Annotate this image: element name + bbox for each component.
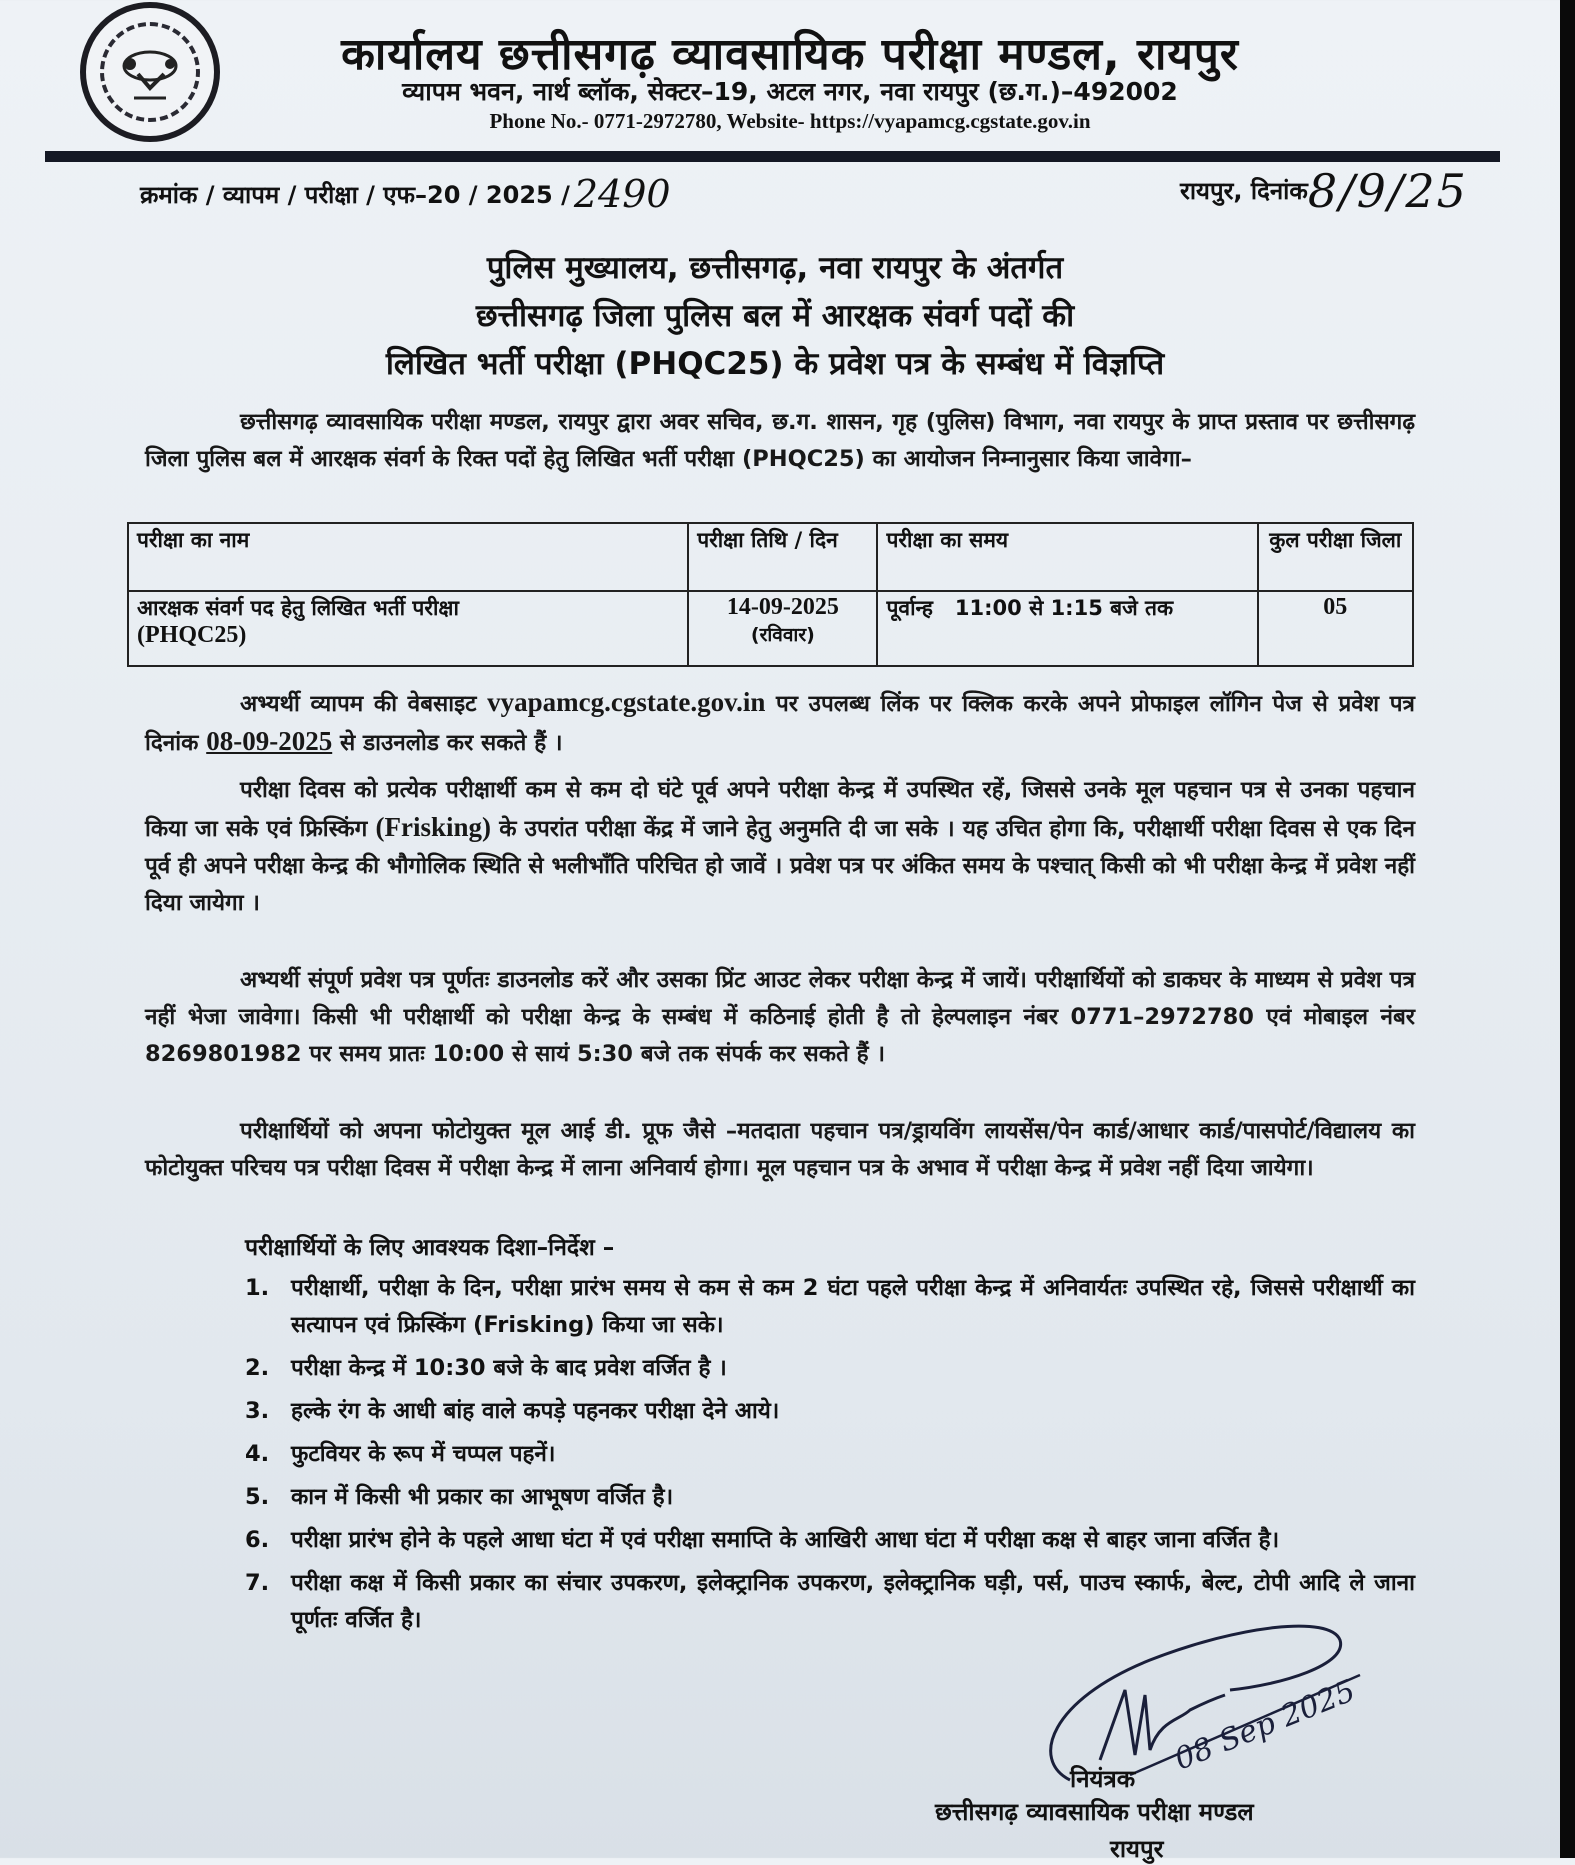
intro-paragraph: छत्तीसगढ़ व्यावसायिक परीक्षा मण्डल, रायपुर द्वारा अवर सचिव, छ.ग. शासन, गृह (पुलिस) विभाग, नवा रायपुर के प्राप्त प्रस्ताव पर छत्तीसगढ़ जिला पुलिस बल में आरक्षक संवर्ग के रिक्त पदों हेतु लिखित भर्ती परीक्षा (PHQC25) का आयोजन निम्नानुसार किया जावेगा– bbox=[145, 409, 1415, 472]
signatory-designation: नियंत्रक bbox=[1070, 1765, 1136, 1793]
guideline-text: कान में किसी भी प्रकार का आभूषण वर्जित है। bbox=[291, 1484, 674, 1510]
handwritten-date: 8/9/25 bbox=[1307, 164, 1468, 218]
place-date-label: रायपुर, दिनांक bbox=[1180, 177, 1308, 205]
p2-text-b: के उपरांत परीक्षा केंद्र में जाने हेतु अनुमति दी जा सके । यह उचित होगा कि, परीक्षार्थी परीक्षा दिवस से एक दिन पूर्व ही अपने परीक्षा केन्द्र की भौगोलिक स्थिति से भलीभाँति परिचित हो जावें । प्रवेश पत्र पर अंकित समय के पश्चात् किसी को भी परीक्षा केन्द्र में प्रवेश नहीं दिया जायेगा । bbox=[145, 816, 1415, 916]
p1-text-c: से डाउनलोड कर सकते हैं । bbox=[340, 730, 563, 756]
reference-prefix: क्रमांक / व्यापम / परीक्षा / एफ–20 / 2025 / bbox=[140, 181, 570, 209]
office-contact: Phone No.- 0771-2972780, Website- https://vyapamcg.cgstate.gov.in bbox=[489, 109, 1091, 133]
guidelines-title: परीक्षार्थियों के लिए आवश्यक दिशा–निर्देश – bbox=[245, 1235, 615, 1261]
guideline-number: 2. bbox=[245, 1355, 270, 1381]
guideline-number: 7. bbox=[245, 1570, 270, 1596]
website-link[interactable]: vyapamcg.cgstate.gov.in bbox=[487, 687, 766, 717]
exam-time-label: पूर्वान्ह bbox=[886, 596, 933, 620]
admit-card-date: 08-09-2025 bbox=[206, 726, 333, 756]
guideline-number: 3. bbox=[245, 1398, 270, 1424]
guideline-text: फुटवियर के रूप में चप्पल पहनें। bbox=[291, 1441, 556, 1467]
guideline-item bbox=[245, 1436, 1415, 1473]
signatory-city: रायपुर bbox=[1110, 1835, 1164, 1863]
office-title: कार्यालय छत्तीसगढ़ व्यावसायिक परीक्षा मण्डल, रायपुर bbox=[341, 29, 1239, 80]
p2-text-a: परीक्षा दिवस को प्रत्येक परीक्षार्थी कम से कम दो घंटे पूर्व अपने परीक्षा केन्द्र में उपस्थित रहें, जिससे उनके मूल पहचान पत्र से उनका पहचान किया जा सके एवं फ्रिस्किंग bbox=[145, 777, 1415, 842]
guidelines-list bbox=[245, 1270, 1415, 1645]
header-exam-time: परीक्षा का समय bbox=[877, 523, 1257, 591]
guideline-number: 5. bbox=[245, 1484, 270, 1510]
admit-card-download-paragraph bbox=[145, 684, 1415, 762]
photo-edge-shadow bbox=[1560, 0, 1575, 1858]
cell-exam-districts bbox=[1258, 591, 1413, 666]
signature-date: 08 Sep 2025 bbox=[1169, 1673, 1361, 1778]
office-address: व्यापम भवन, नार्थ ब्लॉक, सेक्टर–19, अटल नगर, नवा रायपुर (छ.ग.)–492002 bbox=[402, 77, 1178, 106]
guideline-text: हल्के रंग के आधी बांह वाले कपड़े पहनकर परीक्षा देने आये। bbox=[291, 1398, 780, 1424]
table-row bbox=[128, 591, 1413, 666]
vyapam-seal-icon bbox=[80, 2, 220, 142]
place-date bbox=[1180, 164, 1468, 218]
exam-name: आरक्षक संवर्ग पद हेतु लिखित भर्ती परीक्षा bbox=[137, 596, 459, 620]
guideline-number: 6. bbox=[245, 1527, 270, 1553]
notice-heading-line-1: पुलिस मुख्यालय, छत्तीसगढ़, नवा रायपुर के अंतर्गत bbox=[486, 250, 1064, 286]
notice-heading-line-3: लिखित भर्ती परीक्षा (PHQC25) के प्रवेश पत्र के सम्बंध में विज्ञप्ति bbox=[385, 346, 1165, 382]
header-exam-districts: कुल परीक्षा जिला bbox=[1258, 523, 1413, 591]
helpline-paragraph: अभ्यर्थी संपूर्ण प्रवेश पत्र पूर्णतः डाउनलोड करें और उसका प्रिंट आउट लेकर परीक्षा केन्द्र में जायें। परीक्षार्थियों को डाकघर के माध्यम से प्रवेश पत्र नहीं भेजा जावेगा। किसी भी परीक्षार्थी को परीक्षा केन्द्र के सम्बंध में कठिनाई होती है तो हेल्पलाइन नंबर 0771–2972780 एवं मोबाइल नंबर 8269801982 पर समय प्रातः 10:00 से सायं 5:30 बजे तक संपर्क कर सकते हैं । bbox=[145, 967, 1415, 1067]
header-exam-name: परीक्षा का नाम bbox=[128, 523, 688, 591]
guideline-item bbox=[245, 1270, 1415, 1344]
guideline-item bbox=[245, 1479, 1415, 1516]
guideline-number: 4. bbox=[245, 1441, 270, 1467]
notice-heading-line-2: छत्तीसगढ़ जिला पुलिस बल में आरक्षक संवर्ग पदों की bbox=[475, 298, 1075, 334]
reference-number bbox=[140, 172, 671, 216]
exam-schedule-table bbox=[127, 522, 1414, 667]
guideline-item bbox=[245, 1350, 1415, 1387]
header-exam-date: परीक्षा तिथि / दिन bbox=[688, 523, 877, 591]
exam-date: 14-09-2025 bbox=[726, 594, 839, 620]
exam-time: 11:00 से 1:15 बजे तक bbox=[954, 596, 1174, 620]
guideline-item bbox=[245, 1522, 1415, 1559]
cell-exam-name bbox=[128, 591, 688, 666]
guideline-item bbox=[245, 1393, 1415, 1430]
guideline-text: परीक्षा प्रारंभ होने के पहले आधा घंटा में एवं परीक्षा समाप्ति के आखिरी आधा घंटा में परीक्षा कक्ष से बाहर जाना वर्जित है। bbox=[291, 1527, 1280, 1553]
guideline-text: परीक्षा कक्ष में किसी प्रकार का संचार उपकरण, इलेक्ट्रानिक उपकरण, इलेक्ट्रानिक घड़ी, पर्स, पाउच स्कार्फ, बेल्ट, टोपी आदि ले जाना पूर्णतः वर्जित है। bbox=[291, 1570, 1415, 1633]
exam-day: (रविवार) bbox=[750, 624, 815, 646]
exam-code: (PHQC25) bbox=[137, 622, 247, 648]
signatory-organization: छत्तीसगढ़ व्यावसायिक परीक्षा मण्डल bbox=[935, 1798, 1254, 1826]
p1-text-b: पर उपलब्ध लिंक पर क्लिक करके अपने प्रोफाइल लॉगिन पेज से प्रवेश पत्र दिनांक bbox=[145, 691, 1415, 756]
frisking-term: (Frisking) bbox=[375, 812, 492, 842]
guideline-text: परीक्षा केन्द्र में 10:30 बजे के बाद प्रवेश वर्जित है । bbox=[291, 1355, 727, 1381]
cell-exam-time bbox=[877, 591, 1257, 666]
cell-exam-date bbox=[688, 591, 877, 666]
reference-handwritten-number: 2490 bbox=[573, 172, 671, 216]
id-proof-paragraph: परीक्षार्थियों को अपना फोटोयुक्त मूल आई डी. प्रूफ जैसे –मतदाता पहचान पत्र/ड्रायविंग लायसेंस/पेन कार्ड/आधार कार्ड/पासपोर्ट/विद्यालय का फोटोयुक्त परिचय पत्र परीक्षा दिवस में परीक्षा केन्द्र में लाना अनिवार्य होगा। मूल पहचान पत्र के अभाव में परीक्षा केन्द्र में प्रवेश नहीं दिया जायेगा। bbox=[145, 1118, 1415, 1181]
exam-districts: 05 bbox=[1323, 594, 1348, 620]
letterhead-rule bbox=[45, 151, 1500, 162]
guideline-number: 1. bbox=[245, 1275, 270, 1301]
seal-emblem-icon bbox=[108, 30, 192, 114]
table-header-row bbox=[128, 523, 1413, 591]
guideline-text: परीक्षार्थी, परीक्षा के दिन, परीक्षा प्रारंभ समय से कम से कम 2 घंटा पहले परीक्षा केन्द्र में अनिवार्यतः उपस्थित रहे, जिससे परीक्षार्थी का सत्यापन एवं फ्रिस्किंग (Frisking) किया जा सके। bbox=[291, 1275, 1415, 1338]
p1-text-a: अभ्यर्थी व्यापम की वेबसाइट bbox=[240, 691, 477, 717]
reporting-time-paragraph bbox=[145, 772, 1415, 922]
